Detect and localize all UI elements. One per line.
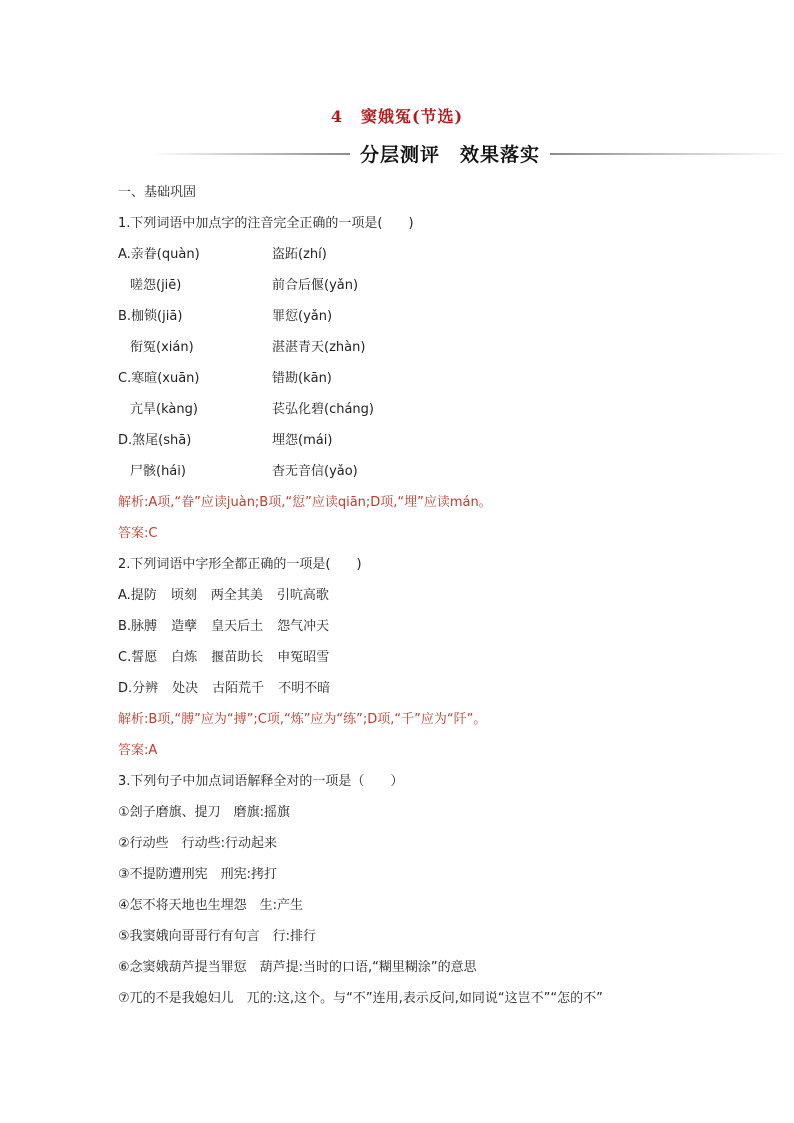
question-3-item-4: ④怎不将天地也生埋怨 生:产生 [118, 898, 304, 913]
question-1-stem: 1.下列词语中加点字的注音完全正确的一项是( ) [118, 216, 414, 231]
section-heading: 一、基础巩固 [118, 185, 197, 200]
question-3-item-2: ②行动些 行动些:行动起来 [118, 836, 278, 851]
lesson-number: 4 [330, 107, 343, 126]
banner-line-left [150, 153, 350, 155]
section-banner [150, 140, 790, 168]
question-3-item-1: ①刽子磨旗、提刀 磨旗:摇旗 [118, 805, 291, 820]
question-1-option-b-2: 衔冤(xián) 湛湛青天(zhàn) [130, 340, 366, 355]
question-2-option-b: B.脉膊 造孽 皇天后土 怨气冲天 [118, 619, 330, 634]
banner-line-right [550, 153, 790, 155]
question-3-item-7: ⑦兀的不是我媳妇儿 兀的:这,这个。与“不”连用,表示反问,如同说“这岂不”“怎的不” [118, 991, 603, 1006]
question-1-option-d: D.煞尾(shā) 埋怨(mái) [118, 433, 333, 448]
question-2-option-c: C.誓愿 白炼 揠苗助长 申冤昭雪 [118, 650, 330, 665]
question-1-option-c-2: 亢旱(kàng) 苌弘化碧(cháng) [130, 402, 374, 417]
question-2-option-d: D.分辨 处决 古陌荒千 不明不暗 [118, 681, 331, 696]
question-2-answer: 答案:A [118, 743, 158, 758]
question-3-stem: 3.下列句子中加点词语解释全对的一项是（ ） [118, 774, 404, 789]
question-3-item-3: ③不提防遭刑宪 刑宪:拷打 [118, 867, 278, 882]
question-1-answer: 答案:C [118, 526, 158, 541]
question-3-item-6: ⑥念窦娥葫芦提当罪愆 葫芦提:当时的口语,“糊里糊涂”的意思 [118, 960, 477, 975]
page-title [0, 104, 794, 127]
question-1-option-a-2: 嗟怨(jiē) 前合后偃(yǎn) [130, 278, 359, 293]
question-1-option-a: A.亲眷(quàn) 盗跖(zhí) [118, 247, 327, 262]
document-body [118, 177, 758, 1014]
banner-text: 分层测评 效果落实 [359, 144, 540, 166]
question-3-item-5: ⑤我窦娥向哥哥行有句言 行:排行 [118, 929, 317, 944]
question-2-analysis: 解析:B项,“膊”应为“搏”;C项,“炼”应为“练”;D项,“千”应为“阡”。 [118, 712, 487, 727]
lesson-title: 窦娥冤(节选) [360, 107, 464, 126]
question-1-option-d-2: 尸骸(hái) 杳无音信(yǎo) [130, 464, 358, 479]
question-2-stem: 2.下列词语中字形全都正确的一项是( ) [118, 557, 362, 572]
question-1-analysis: 解析:A项,“眷”应读juàn;B项,“愆”应读qiān;D项,“埋”应读mán。 [118, 495, 492, 510]
question-2-option-a: A.提防 顷刻 两全其美 引吭高歌 [118, 588, 329, 603]
question-1-option-b: B.枷锁(jiā) 罪愆(yǎn) [118, 309, 333, 324]
question-1-option-c: C.寒暄(xuān) 错勘(kān) [118, 371, 332, 386]
